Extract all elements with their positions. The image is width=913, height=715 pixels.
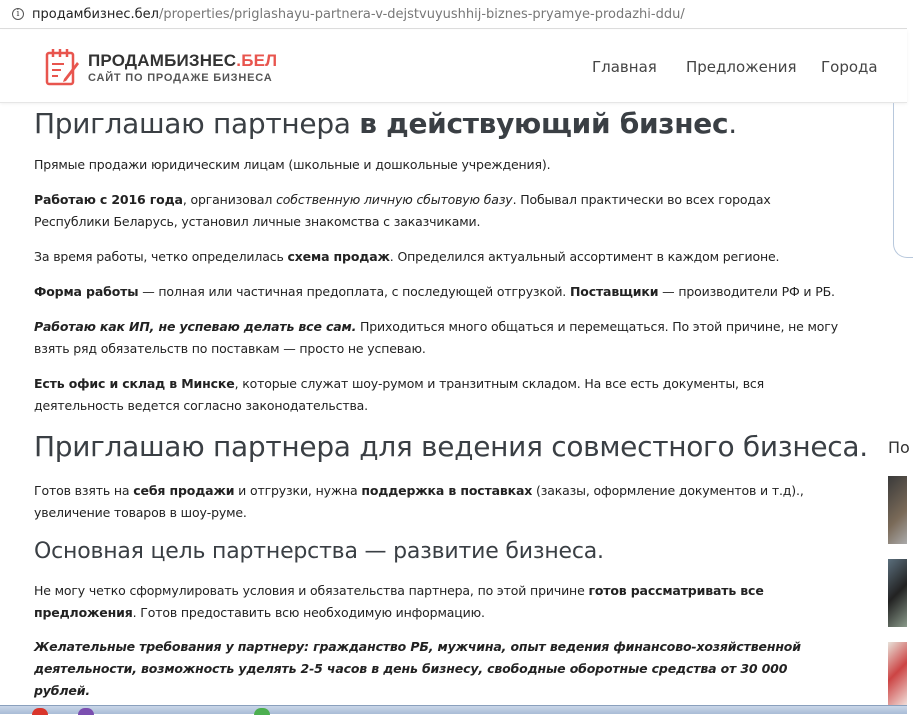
nav-item-home[interactable]: Главная [592,58,657,76]
paragraph-requirements: Желательные требования у партнеру: гражданство РБ, мужчина, опыт ведения финансово-хозяйственной деятельности, возможность уделять 2-5 часов в день бизнесу, свободные оборотные средства от 30 000 рублей. [34,639,801,698]
taskbar-app-icon[interactable] [78,708,94,715]
nav-item-cities[interactable]: Города [821,58,878,76]
sidebar-widget-frame [893,103,913,258]
info-icon[interactable]: i [12,8,24,20]
paragraph-sales-support: Готов взять на себя продажи и отгрузки, нужна поддержка в поставках (заказы, оформление документов и т.д)., увеличение товаров в шоу-руме. [34,483,804,520]
site-header [0,30,907,103]
logo-name: ПРОДАМБИЗНЕС.БЕЛ [88,50,278,70]
paragraph-ip: Работаю как ИП, не успеваю делать все сам. Приходиться много общаться и перемещаться. По этой причине, не могу взять ряд обязательств по поставкам — просто не успеваю. [34,319,838,356]
section-title-goal: Основная цель партнерства — развитие бизнеса. [34,539,604,564]
paragraph-since-2016: Работаю с 2016 года, организовал собственную личную сбытовую базу. Побывал практически во всех городах Республики Беларусь, установил личные знакомства с заказчиками. [34,192,771,229]
paragraph-work-form: Форма работы — полная или частичная предоплата, с последующей отгрузкой. Поставщики — производители РФ и РБ. [34,284,835,299]
paragraph-sales-scheme: За время работы, четко определилась схема продаж. Определился актуальный ассортимент в каждом регионе. [34,249,780,264]
address-bar[interactable] [0,0,907,29]
os-taskbar [0,705,907,714]
sidebar-title: По [888,438,910,457]
url-path: /properties/priglashayu-partnera-v-dejstvuyushhij-biznes-pryamye-prodazhi-ddu/ [158,6,685,22]
main-nav [0,58,907,78]
sidebar-thumbnail[interactable] [888,476,907,544]
url-text[interactable] [32,7,685,22]
url-host: продамбизнес.бел [32,6,159,22]
paragraph-direct-sales: Прямые продажи юридическим лицам (школьные и дошкольные учреждения). [34,157,551,172]
paragraph-conditions: Не могу четко сформулировать условия и обязательства партнера, по этой причине готов рассматривать все предложения. Готов предоставить всю необходимую информацию. [34,583,764,620]
section-title-partner: Приглашаю партнера для ведения совместного бизнеса. [34,430,868,463]
nav-item-offers[interactable]: Предложения [686,58,797,76]
paragraph-office: Есть офис и склад в Минске, которые служат шоу-румом и транзитным складом. На все есть документы, вся деятельность ведется согласно законодательства. [34,376,765,413]
taskbar-app-icon[interactable] [254,708,270,715]
taskbar-app-icon[interactable] [32,708,48,715]
sidebar-thumbnail[interactable] [888,559,907,627]
article-title: Приглашаю партнера в действующий бизнес. [34,107,737,140]
logo-tagline: САЙТ ПО ПРОДАЖЕ БИЗНЕСА [88,71,273,84]
sidebar-thumbnail[interactable] [888,642,907,710]
